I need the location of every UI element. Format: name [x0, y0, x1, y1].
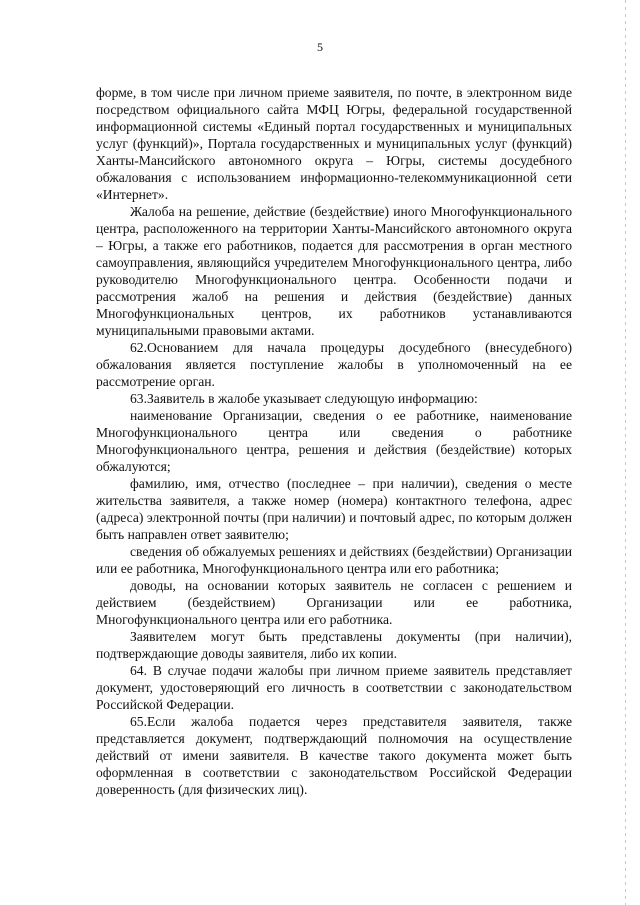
page-number: 5	[317, 40, 323, 54]
paragraph-11: 65.Если жалоба подается через представителя заявителя, также представляется документ, подтверждающий полномочия на осуществление действий от имени заявителя. В качестве такого документа может быть оформленная в соответствии с законодательством Российской Федерации доверенность (для физических лиц).	[96, 714, 572, 797]
paragraph-5: наименование Организации, сведения о ее работнике, наименование Многофункционального центра или сведения о работнике Многофункционального центра, решения и действия (бездействие) которых обжалуются;	[96, 408, 572, 474]
paragraph-3: 62.Основанием для начала процедуры досудебного (внесудебного) обжалования является поступление жалобы в уполномоченный на ее рассмотрение орган.	[96, 340, 572, 389]
paragraph-7: сведения об обжалуемых решениях и действиях (бездействии) Организации или ее работника, Многофункционального центра или его работника;	[96, 544, 572, 576]
paragraph-9: Заявителем могут быть представлены документы (при наличии), подтверждающие доводы заявителя, либо их копии.	[96, 629, 572, 661]
paragraph-4: 63.Заявитель в жалобе указывает следующую информацию:	[130, 391, 478, 406]
paragraph-8: доводы, на основании которых заявитель не согласен с решением и действием (бездействием) Организации или ее работника, Многофункционального центра или его работника.	[96, 578, 572, 627]
paragraph-1: форме, в том числе при личном приеме заявителя, по почте, в электронном виде посредством официального сайта МФЦ Югры, федеральной государственной информационной системы «Единый портал государственных и муниципальных услуг (функций)», Портала государственных и муниципальных услуг (функций) Ханты-Мансийского автономного округа – Югры, системы досудебного обжалования с использованием информационно-телекоммуникационной сети «Интернет».	[96, 85, 572, 202]
paragraph-6: фамилию, имя, отчество (последнее – при наличии), сведения о месте жительства заявителя, а также номер (номера) контактного телефона, адрес (адреса) электронной почты (при наличии) и почтовый адрес, по которым должен быть направлен ответ заявителю;	[96, 476, 572, 542]
document-body	[96, 84, 572, 798]
scan-edge-line	[625, 0, 626, 905]
paragraph-2: Жалоба на решение, действие (бездействие) иного Многофункционального центра, расположенного на территории Ханты-Мансийского автономного округа – Югры, а также его работников, подается для рассмотрения в орган местного самоуправления, являющийся учредителем Многофункционального центра, либо руководителю Многофункционального центра. Особенности подачи и рассмотрения жалоб на решения и действия (бездействие) данных Многофункциональных центров, их работников устанавливаются муниципальными правовыми актами.	[96, 204, 572, 338]
paragraph-10: 64. В случае подачи жалобы при личном приеме заявитель представляет документ, удостоверяющий его личность в соответствии с законодательством Российской Федерации.	[96, 663, 572, 712]
